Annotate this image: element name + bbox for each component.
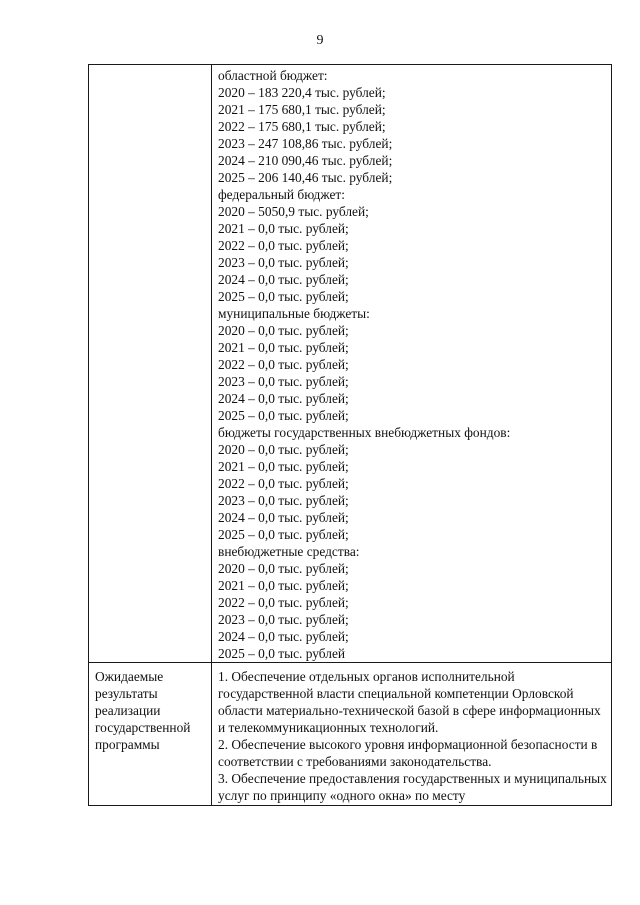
program-passport-table: [88, 64, 612, 806]
budget-line: 2021 – 175 680,1 тыс. рублей;: [218, 102, 386, 117]
budget-line: 2022 – 0,0 тыс. рублей;: [218, 595, 349, 610]
results-text-cell: [212, 663, 612, 806]
budget-line: 2025 – 0,0 тыс. рублей: [218, 646, 346, 661]
budget-line: 2024 – 0,0 тыс. рублей;: [218, 391, 349, 406]
budget-line: 2022 – 0,0 тыс. рублей;: [218, 357, 349, 372]
budget-line: 2022 – 175 680,1 тыс. рублей;: [218, 119, 386, 134]
results-label-line: реализации: [95, 703, 161, 718]
results-label-line: Ожидаемые: [95, 669, 164, 684]
budget-line: 2025 – 206 140,46 тыс. рублей;: [218, 170, 393, 185]
budget-line: 2024 – 210 090,46 тыс. рублей;: [218, 153, 393, 168]
budget-line: 2021 – 0,0 тыс. рублей;: [218, 340, 349, 355]
results-label-line: государственной: [95, 720, 191, 735]
results-paragraph: 2. Обеспечение высокого уровня информационной безопасности в соответствии с требованиями законодательства.: [218, 737, 598, 769]
budget-line: 2020 – 5050,9 тыс. рублей;: [218, 204, 369, 219]
budget-line: муниципальные бюджеты:: [218, 306, 370, 321]
budget-line: 2020 – 0,0 тыс. рублей;: [218, 323, 349, 338]
results-text: [218, 668, 607, 804]
table-row: [89, 663, 612, 806]
budget-line: 2024 – 0,0 тыс. рублей;: [218, 272, 349, 287]
budget-lines: [218, 67, 607, 662]
budget-line: 2023 – 0,0 тыс. рублей;: [218, 612, 349, 627]
results-label-cell: [89, 663, 212, 806]
budget-line: 2022 – 0,0 тыс. рублей;: [218, 238, 349, 253]
budget-line: 2025 – 0,0 тыс. рублей;: [218, 408, 349, 423]
budget-line: 2021 – 0,0 тыс. рублей;: [218, 459, 349, 474]
results-label-line: программы: [95, 737, 160, 752]
budget-line: 2021 – 0,0 тыс. рублей;: [218, 578, 349, 593]
results-label: [95, 668, 207, 753]
budget-line: 2020 – 183 220,4 тыс. рублей;: [218, 85, 386, 100]
page-number: 9: [316, 33, 324, 48]
budget-line: областной бюджет:: [218, 68, 328, 83]
budget-line: 2024 – 0,0 тыс. рублей;: [218, 629, 349, 644]
results-paragraph: 1. Обеспечение отдельных органов исполнительной государственной власти специальной компетенции Орловской области материально-технической базой в сфере информационных и телекоммуникационных технологий.: [218, 669, 601, 735]
budget-line: 2024 – 0,0 тыс. рублей;: [218, 510, 349, 525]
budget-line: федеральный бюджет:: [218, 187, 345, 202]
budget-line: бюджеты государственных внебюджетных фондов:: [218, 425, 511, 440]
budget-left-cell: [89, 65, 212, 663]
budget-line: 2022 – 0,0 тыс. рублей;: [218, 476, 349, 491]
budget-line: 2023 – 0,0 тыс. рублей;: [218, 374, 349, 389]
budget-line: 2020 – 0,0 тыс. рублей;: [218, 561, 349, 576]
budget-breakdown-cell: [212, 65, 612, 663]
budget-line: 2023 – 247 108,86 тыс. рублей;: [218, 136, 393, 151]
budget-line: внебюджетные средства:: [218, 544, 360, 559]
table-row: [89, 65, 612, 663]
budget-line: 2025 – 0,0 тыс. рублей;: [218, 527, 349, 542]
results-paragraph: 3. Обеспечение предоставления государственных и муниципальных услуг по принципу «одного окна» по месту: [218, 771, 607, 803]
budget-line: 2025 – 0,0 тыс. рублей;: [218, 289, 349, 304]
budget-line: 2020 – 0,0 тыс. рублей;: [218, 442, 349, 457]
results-label-line: результаты: [95, 686, 158, 701]
budget-line: 2023 – 0,0 тыс. рублей;: [218, 255, 349, 270]
budget-line: 2021 – 0,0 тыс. рублей;: [218, 221, 349, 236]
budget-line: 2023 – 0,0 тыс. рублей;: [218, 493, 349, 508]
